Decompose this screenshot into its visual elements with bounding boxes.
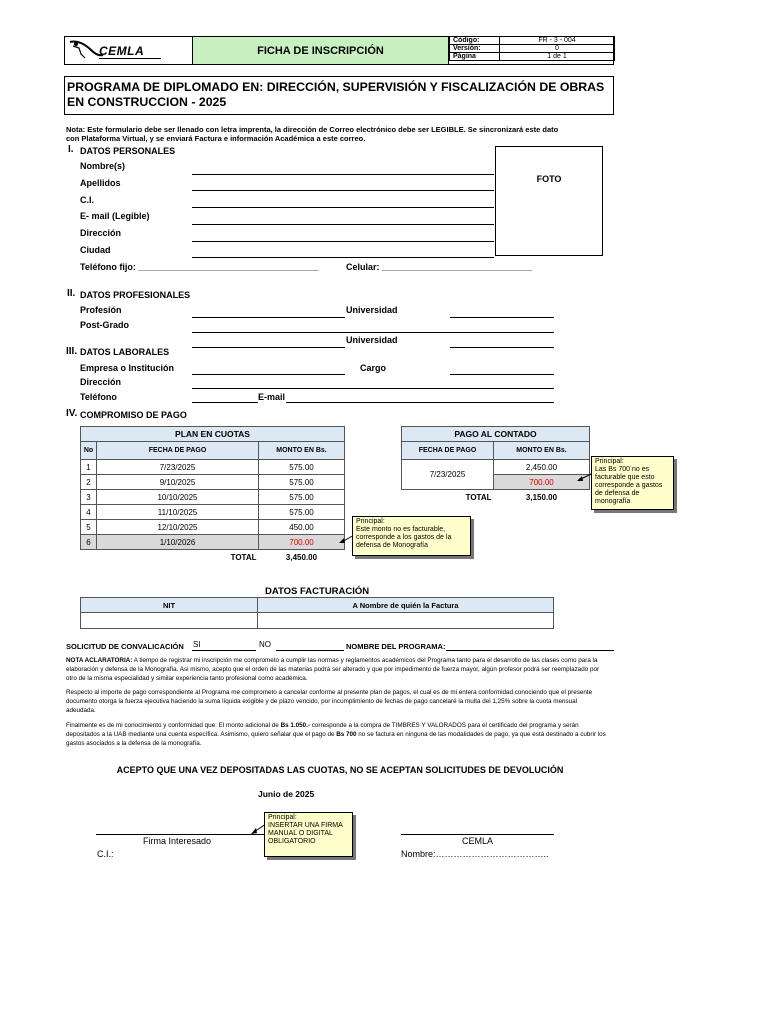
table-row (81, 505, 345, 520)
section-4-number: IV. (66, 408, 78, 419)
input-programa[interactable] (446, 650, 614, 651)
plan-title: PLAN EN CUOTAS (81, 427, 345, 442)
logo-underline (99, 58, 161, 59)
final-clause-c: corresponde a la compra de TIMBRES Y VALORADOS para el certificado del programa y serán depositados a la UAB mediante una cuenta específica. Asimismo, quiero señalar que el pago de (66, 722, 579, 738)
meta-row (450, 37, 615, 45)
contado-title: PAGO AL CONTADO (402, 427, 590, 442)
final-clause-e: no se factura en ninguna de las modalidades de pago, ya que está destinado a cubrir los gastos asociados a la defensa de la monografía. (66, 731, 606, 747)
input-ciudad[interactable] (192, 257, 494, 258)
plan-cuotas-table (80, 426, 345, 565)
label-telefono-lab: Teléfono (80, 392, 117, 402)
header (64, 36, 614, 65)
total-row (402, 490, 590, 505)
cell-no: 6 (81, 535, 97, 550)
input-email-lab[interactable] (286, 402, 554, 403)
meta-row (450, 45, 615, 53)
table-row (81, 475, 345, 490)
label-ci: C.I. (80, 195, 95, 205)
input-profesion[interactable] (192, 317, 345, 318)
meta-label: Código: (450, 37, 500, 45)
pago-clause: Respecto al importe de pago correspondiente al Programa me comprometo a cancelar conforme al presente plan de pagos, el cual es de mi entera conformidad conociendo que el presente documento otorga la fuerza ejecutiva haciendo la suma líquida exigible y de plazo vencido, por incumplimiento de fechas de pago cancelaré la multa del 1,25% sobre la cuota mensual adeudada. (66, 689, 593, 714)
comment-1[interactable]: Principal: Las Bs 700 no es facturable que esto corresponde a gastos de defensa de monografía (591, 456, 674, 510)
cell-no: 4 (81, 505, 97, 520)
plan-total-value: 3,450.00 (285, 552, 318, 562)
total-row (81, 550, 345, 565)
cell-fecha[interactable]: 7/23/2025 (97, 460, 259, 475)
input-empresa[interactable] (192, 374, 345, 375)
input-apellidos[interactable] (192, 190, 494, 191)
ci-label: C.I.: (97, 849, 114, 859)
label-email-lab: E-mail (258, 392, 286, 402)
label-email: E- mail (Legible) (80, 211, 150, 221)
label-direccion-lab: Dirección (80, 377, 122, 387)
comment-3[interactable]: Principal: INSERTAR UNA FIRMA MANUAL O DIGITAL OBLIGATORIO (264, 812, 353, 857)
contado-monto-1[interactable]: 2,450.00 (494, 460, 590, 475)
label-ciudad: Ciudad (80, 245, 111, 255)
input-nombres[interactable] (192, 174, 494, 175)
cell-monto[interactable]: 450.00 (259, 520, 345, 535)
contado-col-monto: MONTO EN Bs. (494, 442, 590, 460)
cell-no: 1 (81, 460, 97, 475)
nombre-label: Nombre:……………………………….. (401, 849, 549, 859)
label-cargo: Cargo (360, 363, 387, 373)
cell-no: 2 (81, 475, 97, 490)
table-row (81, 490, 345, 505)
meta-label: Versión: (450, 45, 500, 53)
input-nombre-factura[interactable] (258, 613, 554, 629)
input-ci[interactable] (192, 207, 494, 208)
document-date: Junio de 2025 (258, 789, 315, 799)
programa-label: NOMBRE DEL PROGRAMA: (346, 642, 446, 651)
label-empresa: Empresa o Institución (80, 363, 175, 373)
meta-value: 0 (500, 45, 615, 53)
section-1-title: DATOS PERSONALES (80, 146, 176, 156)
table-row (81, 535, 345, 550)
label-direccion: Dirección (80, 228, 122, 238)
input-postgrado-2[interactable] (192, 347, 345, 348)
final-clause (66, 721, 606, 748)
section-3-number: III. (66, 346, 78, 357)
plan-col-fecha: FECHA DE PAGO (97, 442, 259, 460)
convalidacion-no: NO (259, 640, 271, 649)
instructions-note (66, 125, 626, 143)
table-row (402, 460, 590, 475)
logo (65, 37, 193, 64)
cell-fecha[interactable]: 1/10/2026 (97, 535, 259, 550)
meta-value: 1 de 1 (500, 53, 615, 61)
signature-left-label: Firma Interesado (143, 836, 212, 846)
facturacion-col-nombre: A Nombre de quién la Factura (258, 598, 554, 613)
facturacion-table (80, 597, 554, 629)
program-title-line1: PROGRAMA DE DIPLOMADO EN: DIRECCIÓN, SUPERVISIÓN Y FISCALIZACIÓN DE OBRAS (67, 80, 605, 94)
cell-no: 5 (81, 520, 97, 535)
input-direccion[interactable] (192, 241, 494, 242)
nota-aclaratoria (66, 656, 606, 683)
note-line1: Nota: Este formulario debe ser llenado con letra imprenta, la dirección de Correo electrónico debe ser LEGIBLE. Se sincronizará este dato (66, 125, 559, 134)
label-telefono-fijo[interactable]: Teléfono fijo: ____________________________________ (80, 262, 319, 272)
label-celular[interactable]: Celular: ______________________________ (346, 262, 533, 272)
cell-monto[interactable]: 700.00 (259, 535, 345, 550)
input-convalidacion-si[interactable] (192, 650, 256, 651)
nota-aclaratoria-label: NOTA ACLARATORIA: (66, 657, 133, 664)
input-email[interactable] (192, 224, 494, 225)
contado-total-label: TOTAL (465, 492, 492, 502)
section-3-title: DATOS LABORALES (80, 347, 170, 357)
final-clause-d: Bs 700 (336, 731, 357, 738)
cell-fecha[interactable]: 11/10/2025 (97, 505, 259, 520)
note-line2: con Plataforma Virtual, y se enviará Factura e información Académica a este correo. (66, 134, 366, 143)
signature-line-right[interactable] (401, 834, 554, 835)
final-clause-b: Bs 1.050.- (280, 722, 310, 729)
final-clause-a: Finalmente es de mi conocimiento y conformidad que: El monto adicional de (66, 722, 281, 729)
signature-right-label: CEMLA (462, 836, 494, 846)
convalidacion-si: SI (193, 640, 201, 649)
cell-monto[interactable]: 575.00 (259, 460, 345, 475)
section-2-title: DATOS PROFESIONALES (80, 290, 191, 300)
form-meta-table (449, 36, 615, 61)
plan-col-monto: MONTO EN Bs. (259, 442, 345, 460)
plan-col-no: No (81, 442, 97, 460)
section-1-number: I. (68, 144, 74, 155)
label-universidad-2: Universidad (346, 335, 398, 345)
table-row (81, 460, 345, 475)
input-convalidacion-no[interactable] (276, 650, 344, 651)
cell-fecha[interactable]: 10/10/2025 (97, 490, 259, 505)
meta-label: Página (450, 53, 500, 61)
convalidacion-label: SOLICITUD DE CONVALICACIÓN (66, 642, 184, 651)
form-title: FICHA DE INSCRIPCIÓN (193, 37, 449, 64)
cell-fecha[interactable]: 9/10/2025 (97, 475, 259, 490)
acceptance-statement: ACEPTO QUE UNA VEZ DEPOSITADAS LAS CUOTAS, NO SE ACEPTAN SOLICITUDES DE DEVOLUCIÓN (116, 765, 564, 775)
cell-monto[interactable]: 575.00 (259, 475, 345, 490)
input-direccion-lab[interactable] (192, 388, 554, 389)
label-apellidos: Apellidos (80, 178, 121, 188)
facturacion-col-nit: NIT (81, 598, 258, 613)
label-postgrado: Post-Grado (80, 320, 130, 330)
section-2-number: II. (67, 288, 76, 299)
input-telefono-lab[interactable] (192, 402, 258, 403)
cell-monto[interactable]: 575.00 (259, 490, 345, 505)
input-cargo[interactable] (450, 374, 554, 375)
input-universidad-2[interactable] (450, 347, 554, 348)
program-title-line2: EN CONSTRUCCION - 2025 (67, 95, 227, 109)
cell-fecha[interactable]: 12/10/2025 (97, 520, 259, 535)
meta-value: FR - 3 - 004 (500, 37, 615, 45)
nota-aclaratoria-text: A tiempo de registrar mi inscripción me comprometo a cumplir las normas y reglamentos académicos del Programa tanto para el desarrollo de las clases como para la elaboración y defensa de la Monografía. Asi mismo, acepto que el orden de las materias podrá ser alterado y que por impedimento de fuerza mayor, algún profesor podrá ser reemplazado por otro de la misma especialidad y similar experiencia tanto profesional como académica. (66, 657, 600, 682)
plan-total-label: TOTAL (230, 552, 257, 562)
cell-monto[interactable]: 575.00 (259, 505, 345, 520)
label-universidad-1: Universidad (346, 305, 398, 315)
input-nit[interactable] (81, 613, 258, 629)
photo-box[interactable]: FOTO (495, 146, 603, 256)
label-profesion: Profesión (80, 305, 122, 315)
label-nombres: Nombre(s) (80, 161, 126, 171)
input-universidad-1[interactable] (450, 317, 554, 318)
logo-text: CEMLA (99, 44, 145, 58)
section-4-title: COMPROMISO DE PAGO (80, 410, 187, 420)
meta-row (450, 53, 615, 61)
comment-2[interactable]: Principal: Este monto no es facturable, corresponde a los gastos de la defensa de Monografía (352, 516, 471, 556)
program-title-box (64, 76, 614, 115)
contado-fecha[interactable]: 7/23/2025 (402, 460, 494, 490)
contado-monto-2[interactable]: 700.00 (494, 475, 590, 490)
facturacion-title: DATOS FACTURACIÓN (265, 586, 370, 597)
cell-no: 3 (81, 490, 97, 505)
input-postgrado[interactable] (192, 332, 554, 333)
contado-col-fecha: FECHA DE PAGO (402, 442, 494, 460)
pago-contado-table (401, 426, 590, 505)
table-row (81, 520, 345, 535)
signature-line-left[interactable] (96, 834, 266, 835)
contado-total-value: 3,150.00 (525, 492, 558, 502)
